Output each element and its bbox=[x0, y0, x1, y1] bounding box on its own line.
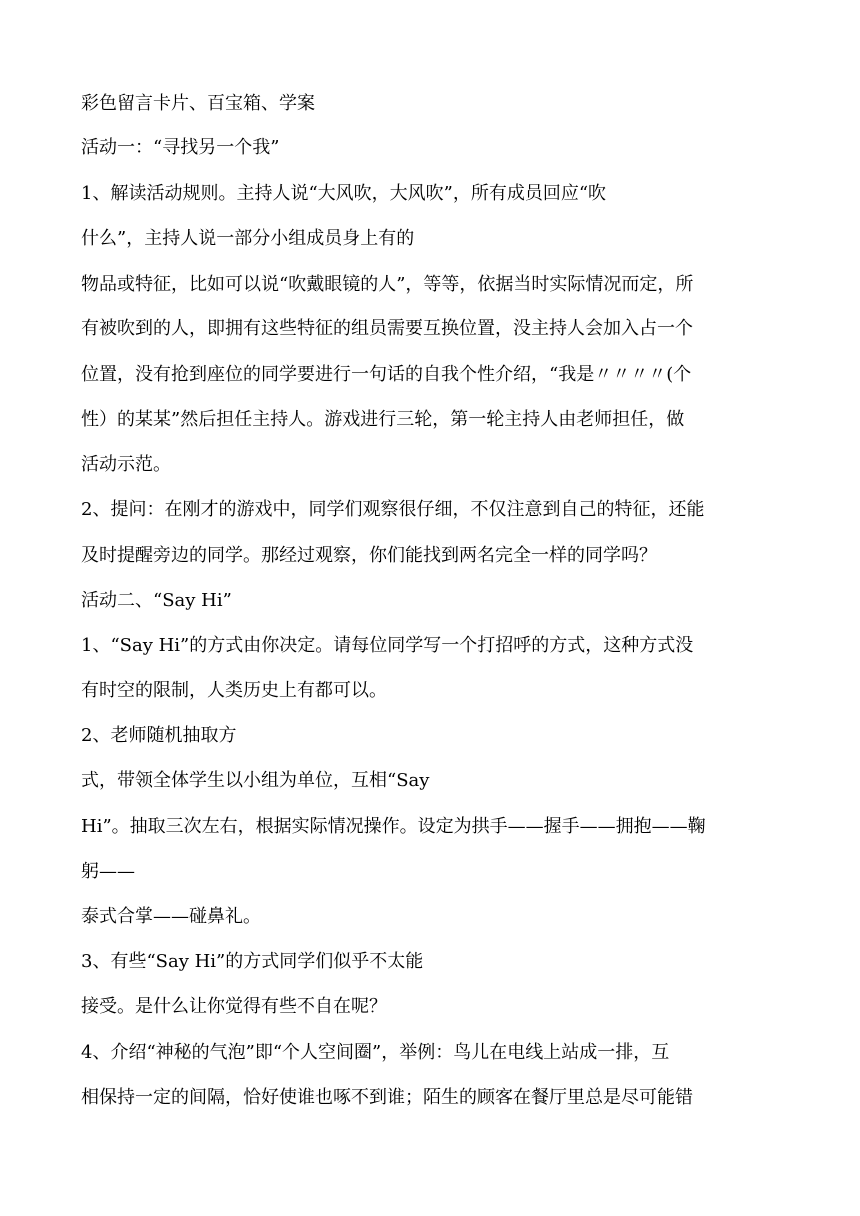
doc-line: 3、有些“Say Hi”的方式同学们似乎不太能 bbox=[81, 951, 424, 972]
doc-line: 4、介绍“神秘的气泡”即“个人空间圈”，举例：鸟儿在电线上站成一排，互 bbox=[81, 1042, 670, 1063]
doc-line-activity-one-heading: 活动一：“寻找另一个我” bbox=[81, 137, 280, 158]
doc-line-materials: 彩色留言卡片、百宝箱、学案 bbox=[81, 93, 315, 114]
doc-line: 2、老师随机抽取方 bbox=[81, 725, 237, 746]
doc-line: 躬—— bbox=[81, 861, 135, 882]
doc-line: Hi”。抽取三次左右，根据实际情况操作。设定为拱手——握手——拥抱——鞠 bbox=[81, 816, 706, 837]
doc-line: 式，带领全体学生以小组为单位，互相“Say bbox=[81, 770, 430, 791]
doc-line: 接受。是什么让你觉得有些不自在呢？ bbox=[81, 996, 387, 1017]
doc-line: 有时空的限制，人类历史上有都可以。 bbox=[81, 680, 387, 701]
doc-line: 性）的某某”然后担任主持人。游戏进行三轮，第一轮主持人由老师担任，做 bbox=[81, 409, 685, 430]
doc-line: 物品或特征，比如可以说“吹戴眼镜的人”，等等，依据当时实际情况而定，所 bbox=[81, 274, 694, 295]
doc-line: 什么”，主持人说一部分小组成员身上有的 bbox=[81, 228, 415, 249]
doc-line: 及时提醒旁边的同学。那经过观察，你们能找到两名完全一样的同学吗？ bbox=[81, 545, 657, 566]
doc-line: 1、“Say Hi”的方式由你决定。请每位同学写一个打招呼的方式，这种方式没 bbox=[81, 635, 694, 656]
doc-line: 泰式合掌——碰鼻礼。 bbox=[81, 906, 261, 927]
doc-line-activity-two-heading: 活动二、“Say Hi” bbox=[81, 590, 232, 611]
doc-line: 2、提问：在刚才的游戏中，同学们观察很仔细，不仅注意到自己的特征，还能 bbox=[81, 499, 705, 520]
doc-line: 位置，没有抢到座位的同学要进行一句话的自我个性介绍，“我是〃〃〃〃(个 bbox=[81, 364, 692, 385]
doc-line: 有被吹到的人，即拥有这些特征的组员需要互换位置，没主持人会加入占一个 bbox=[81, 318, 693, 339]
doc-line: 相保持一定的间隔，恰好使谁也啄不到谁；陌生的顾客在餐厅里总是尽可能错 bbox=[81, 1087, 693, 1108]
doc-line: 活动示范。 bbox=[81, 454, 171, 475]
doc-line: 1、解读活动规则。主持人说“大风吹，大风吹”，所有成员回应“吹 bbox=[81, 183, 607, 204]
